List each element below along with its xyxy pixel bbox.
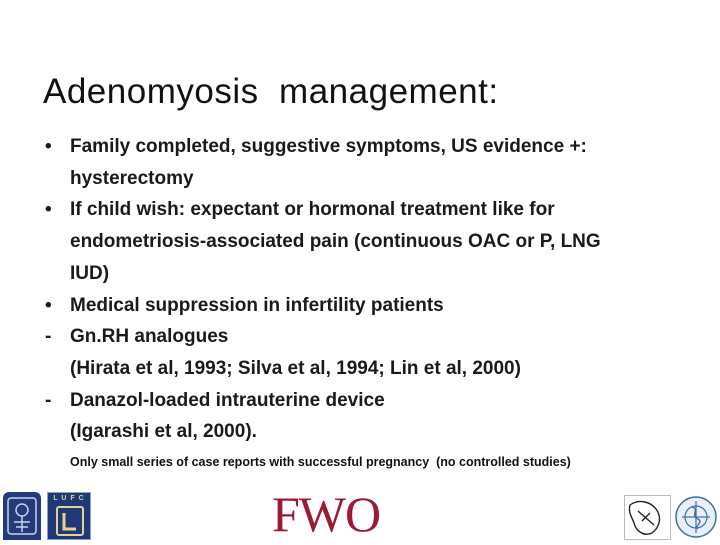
bullet-marker: •	[45, 136, 52, 157]
bullet-item	[0, 131, 720, 163]
bullet-text: Medical suppression in infertility patients	[70, 294, 444, 316]
bullet-item	[0, 321, 720, 353]
lufc-logo	[47, 492, 91, 540]
bullet-text: Danazol-loaded intrauterine device	[70, 389, 385, 411]
bullet-list	[0, 131, 720, 448]
bullet-text: (Hirata et al, 1993; Silva et al, 1994; Lin et al, 2000)	[70, 357, 521, 379]
bullet-marker: •	[45, 294, 52, 316]
footnote: Only small series of case reports with successful pregnancy (no controlled studies)	[70, 455, 571, 469]
university-seal-logo	[3, 492, 41, 540]
bullet-text: hysterectomy	[70, 167, 194, 189]
bullet-item	[0, 290, 720, 322]
who-logo	[624, 495, 720, 540]
lufc-emblem-icon	[48, 493, 92, 541]
bullet-item	[0, 353, 720, 385]
bullet-item	[0, 258, 720, 290]
bullet-marker: •	[45, 199, 52, 221]
bullet-item	[0, 194, 720, 226]
bullet-text: Family completed, suggestive symptoms, US evidence +:	[70, 136, 587, 157]
bullet-item	[0, 163, 720, 195]
slide-title: Adenomyosis management:	[43, 72, 499, 111]
bullet-text: Gn.RH analogues	[70, 326, 229, 348]
lufc-logo-text: L U F C	[53, 495, 85, 502]
bullet-marker: -	[45, 389, 52, 411]
bullet-text: (Igarashi et al, 2000).	[70, 421, 257, 443]
fwo-logo: FWO	[272, 486, 381, 542]
bullet-text: If child wish: expectant or hormonal treatment like for	[70, 199, 555, 221]
who-emblem-icon	[624, 495, 720, 540]
bullet-marker: -	[45, 326, 52, 348]
bullet-text: IUD)	[70, 262, 110, 284]
bullet-item	[0, 385, 720, 417]
seal-icon	[3, 492, 41, 540]
bullet-item	[0, 416, 720, 448]
bullet-text: endometriosis-associated pain (continuous OAC or P, LNG	[70, 231, 601, 253]
bullet-item	[0, 226, 720, 258]
